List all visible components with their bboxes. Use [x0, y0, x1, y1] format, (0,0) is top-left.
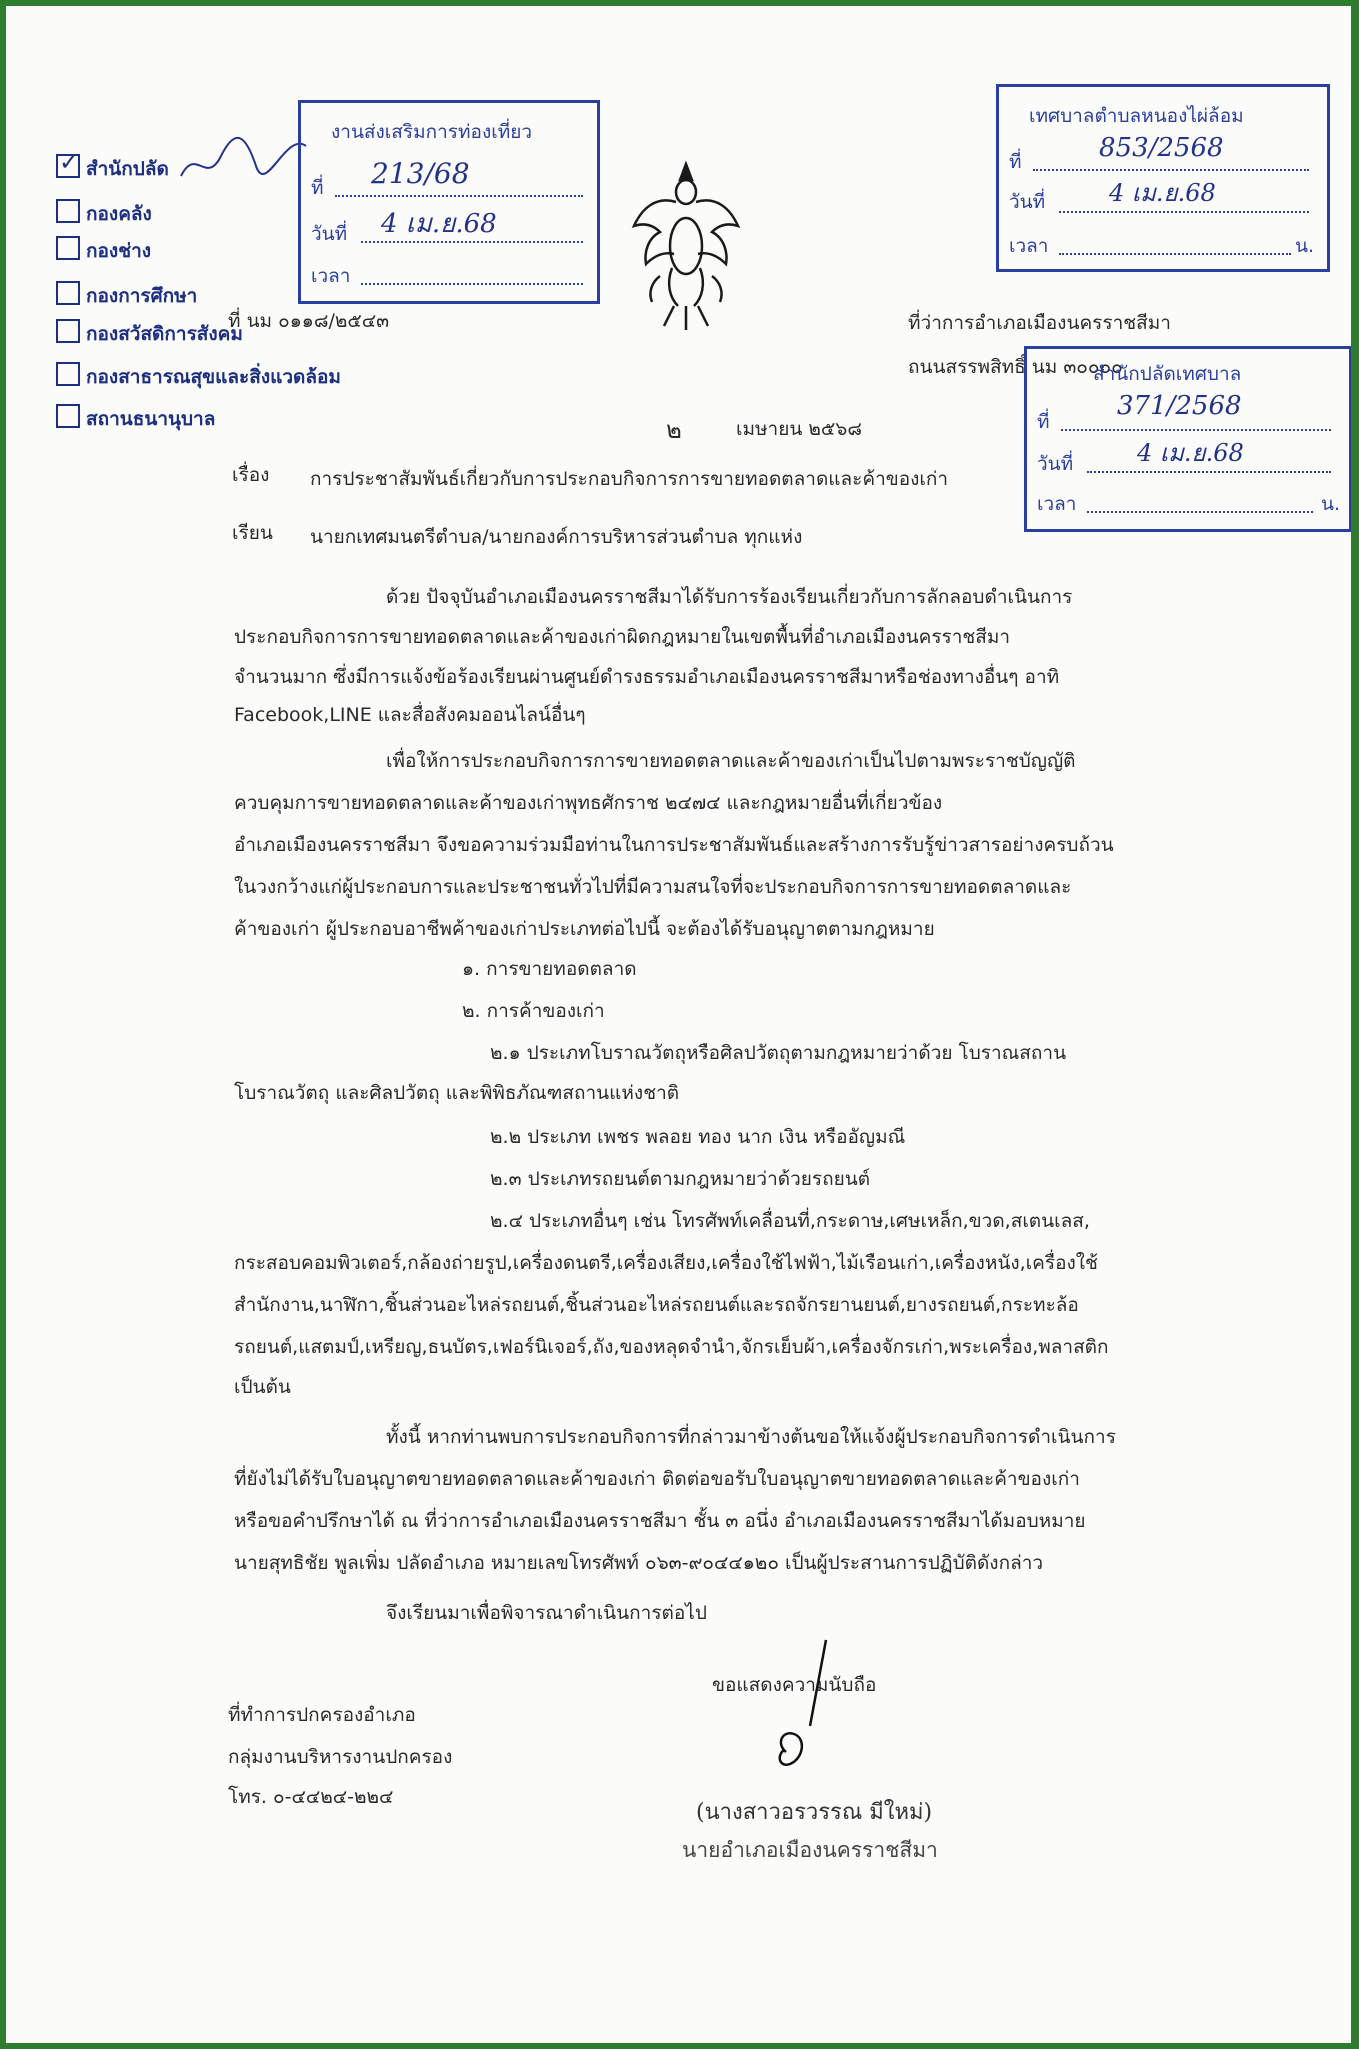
to-label: เรียน [232, 522, 273, 544]
body-line: นายสุทธิชัย พูลเพิ่ม ปลัดอำเภอ หมายเลขโทรศัพท์ ๐๖๓-๙๐๔๔๑๒๐ เป็นผู้ประสานการปฏิบัติดังกล่าว [234, 1552, 1044, 1574]
list-item: ๒.๔ ประเภทอื่นๆ เช่น โทรศัพท์เคลื่อนที่,กระดาษ,เศษเหล็ก,ขวด,สเตนเลส, [490, 1210, 1090, 1232]
checkbox[interactable] [56, 281, 80, 305]
checklist-item[interactable]: กองสาธารณสุขและสิ่งแวดล้อม [56, 362, 341, 392]
footer-department: ที่ทำการปกครองอำเภอ [228, 1704, 416, 1726]
regards-text: ขอแสดงความนับถือ [712, 1674, 877, 1696]
date-day: ๒ [666, 416, 682, 444]
document-page [6, 6, 1351, 2043]
to-text: นายกเทศมนตรีตำบล/นายกองค์การบริหารส่วนตำบล ทุกแห่ง [310, 526, 803, 548]
body-line: ควบคุมการขายทอดตลาดและค้าของเก่าพุทธศักราช ๒๔๗๔ และกฎหมายอื่นที่เกี่ยวข้อง [234, 792, 943, 814]
stamp-date-value: 4 เม.ย.68 [381, 209, 497, 239]
body-line: สำนักงาน,นาฬิกา,ชิ้นส่วนอะไหล่รถยนต์,ชิ้นส่วนอะไหล่รถยนต์และรถจักรยานยนต์,ยางรถยนต์,กระทะล้อ [234, 1294, 1079, 1316]
body-line: จำนวนมาก ซึ่งมีการแจ้งข้อร้องเรียนผ่านศูนย์ดำรงธรรมอำเภอเมืองนครราชสีมาหรือช่องทางอื่นๆ อาทิ [234, 666, 1060, 688]
checklist-item[interactable]: กองช่าง [56, 236, 151, 266]
body-line: กระสอบคอมพิวเตอร์,กล้องถ่ายรูป,เครื่องดนตรี,เครื่องเสียง,เครื่องใช้ไฟฟ้า,ไม้เรือนเก่า,เครื่องหนัง,เครื่องใช้ [234, 1252, 1098, 1274]
office-address-line1: ที่ว่าการอำเภอเมืองนครราชสีมา [908, 312, 1171, 334]
body-line: ประกอบกิจการการขายทอดตลาดและค้าของเก่าผิดกฎหมายในเขตพื้นที่อำเภอเมืองนครราชสีมา [234, 626, 1011, 648]
subject-text: การประชาสัมพันธ์เกี่ยวกับการประกอบกิจการการขายทอดตลาดและค้าของเก่า [310, 468, 949, 490]
list-item: โบราณวัตถุ และศิลปวัตถุ และพิพิธภัณฑสถานแห่งชาติ [234, 1082, 680, 1104]
stamp-number-value: 371/2568 [1117, 391, 1242, 421]
signatory-position: นายอำเภอเมืองนครราชสีมา [682, 1838, 938, 1862]
checkbox[interactable] [56, 362, 80, 386]
stamp-date-value: 4 เม.ย.68 [1137, 439, 1244, 467]
list-item: ๒. การค้าของเก่า [462, 1000, 605, 1022]
list-item: ๒.๑ ประเภทโบราณวัตถุหรือศิลปวัตถุตามกฎหมายว่าด้วย โบราณสถาน [490, 1042, 1067, 1064]
stamp-number-label: ที่ [311, 177, 324, 199]
garuda-emblem [626, 156, 746, 336]
body-line: ทั้งนี้ หากท่านพบการประกอบกิจการที่กล่าวมาข้างต้นขอให้แจ้งผู้ประกอบกิจการดำเนินการ [386, 1426, 1116, 1448]
footer-section: กลุ่มงานบริหารงานปกครอง [228, 1746, 453, 1768]
handwritten-signature [746, 1634, 856, 1784]
receipt-stamp-tourism: งานส่งเสริมการท่องเที่ยว ที่ 213/68 วันที่ 4 เม.ย.68 เวลา [298, 100, 600, 304]
checkbox[interactable] [56, 236, 80, 260]
body-line: เป็นต้น [234, 1376, 291, 1398]
checklist-item[interactable]: สถานธนานุบาล [56, 404, 215, 434]
handwritten-scribble [176, 116, 316, 196]
receipt-stamp-nongphai: เทศบาลตำบลหนองไผ่ล้อม ที่ 853/2568 วันที่ 4 เม.ย.68 เวลา น. [996, 84, 1330, 272]
checkbox-checked[interactable] [56, 148, 80, 178]
date-month-year: เมษายน ๒๕๖๘ [736, 418, 862, 440]
list-item: ๑. การขายทอดตลาด [462, 958, 637, 980]
footer-phone: โทร. ๐-๔๔๒๔-๒๒๔ [228, 1786, 394, 1808]
checklist-item[interactable]: ✓ สำนักปลัด [56, 154, 169, 184]
body-line: ด้วย ปัจจุบันอำเภอเมืองนครราชสีมาได้รับการร้องเรียนเกี่ยวกับการลักลอบดำเนินการ [386, 586, 1073, 608]
body-line: ที่ยังไม่ได้รับใบอนุญาตขายทอดตลาดและค้าของเก่า ติดต่อขอรับใบอนุญาตขายทอดตลาดและค้าของเก่า [234, 1468, 1080, 1490]
checkbox[interactable] [56, 319, 80, 343]
checklist-item[interactable]: กองสวัสดิการสังคม [56, 319, 243, 349]
document-number: ที่ นม ๐๑๑๘/๒๕๔๓ [228, 310, 390, 332]
body-line: หรือขอคำปรึกษาได้ ณ ที่ว่าการอำเภอเมืองนครราชสีมา ชั้น ๓ อนึ่ง อำเภอเมืองนครราชสีมาได้มอบหมาย [234, 1510, 1086, 1532]
list-item: ๒.๒ ประเภท เพชร พลอย ทอง นาก เงิน หรืออัญมณี [490, 1126, 906, 1148]
stamp-date-label: วันที่ [311, 223, 348, 245]
body-line: อำเภอเมืองนครราชสีมา จึงขอความร่วมมือท่านในการประชาสัมพันธ์และสร้างการรับรู้ข่าวสารอย่างครบถ้วน [234, 834, 1114, 856]
body-line: ค้าของเก่า ผู้ประกอบอาชีพค้าของเก่าประเภทต่อไปนี้ จะต้องได้รับอนุญาตตามกฎหมาย [234, 918, 935, 940]
receipt-stamp-office: สำนักปลัดเทศบาล ที่ 371/2568 วันที่ 4 เม.ย.68 เวลา น. [1024, 346, 1351, 532]
list-item: ๒.๓ ประเภทรถยนต์ตามกฎหมายว่าด้วยรถยนต์ [490, 1168, 871, 1190]
checkbox[interactable] [56, 199, 80, 223]
signatory-name: (นางสาวอรวรรณ มีใหม่) [696, 1800, 933, 1825]
checklist-item[interactable]: กองคลัง [56, 199, 152, 229]
closing-line: จึงเรียนมาเพื่อพิจารณาดำเนินการต่อไป [386, 1602, 707, 1624]
checklist-item[interactable]: กองการศึกษา [56, 281, 197, 311]
checkbox[interactable] [56, 404, 80, 428]
body-line: รถยนต์,แสตมป์,เหรียญ,ธนบัตร,เฟอร์นิเจอร์,ถัง,ของหลุดจำนำ,จักรเย็บผ้า,เครื่องจักรเก่า,พระเครื่อง,พลาสติก [234, 1336, 1109, 1358]
checkmark-icon: ✓ [59, 148, 80, 176]
body-line: เพื่อให้การประกอบกิจการการขายทอดตลาดและค้าของเก่าเป็นไปตามพระราชบัญญัติ [386, 750, 1076, 772]
office-address-line2: ถนนสรรพสิทธิ์ นม ๓๐๐๐๐ [908, 356, 1123, 378]
stamp-number-value: 853/2568 [1099, 133, 1224, 163]
stamp-time-label: เวลา [311, 265, 351, 287]
stamp-number-value: 213/68 [371, 157, 470, 190]
body-line: ในวงกว้างแก่ผู้ประกอบการและประชาชนทั่วไปที่มีความสนใจที่จะประกอบกิจการการขายทอดตลาดและ [234, 876, 1072, 898]
body-line: Facebook,LINE และสื่อสังคมออนไลน์อื่นๆ [234, 704, 586, 726]
subject-label: เรื่อง [232, 464, 270, 486]
stamp-date-value: 4 เม.ย.68 [1109, 179, 1216, 207]
